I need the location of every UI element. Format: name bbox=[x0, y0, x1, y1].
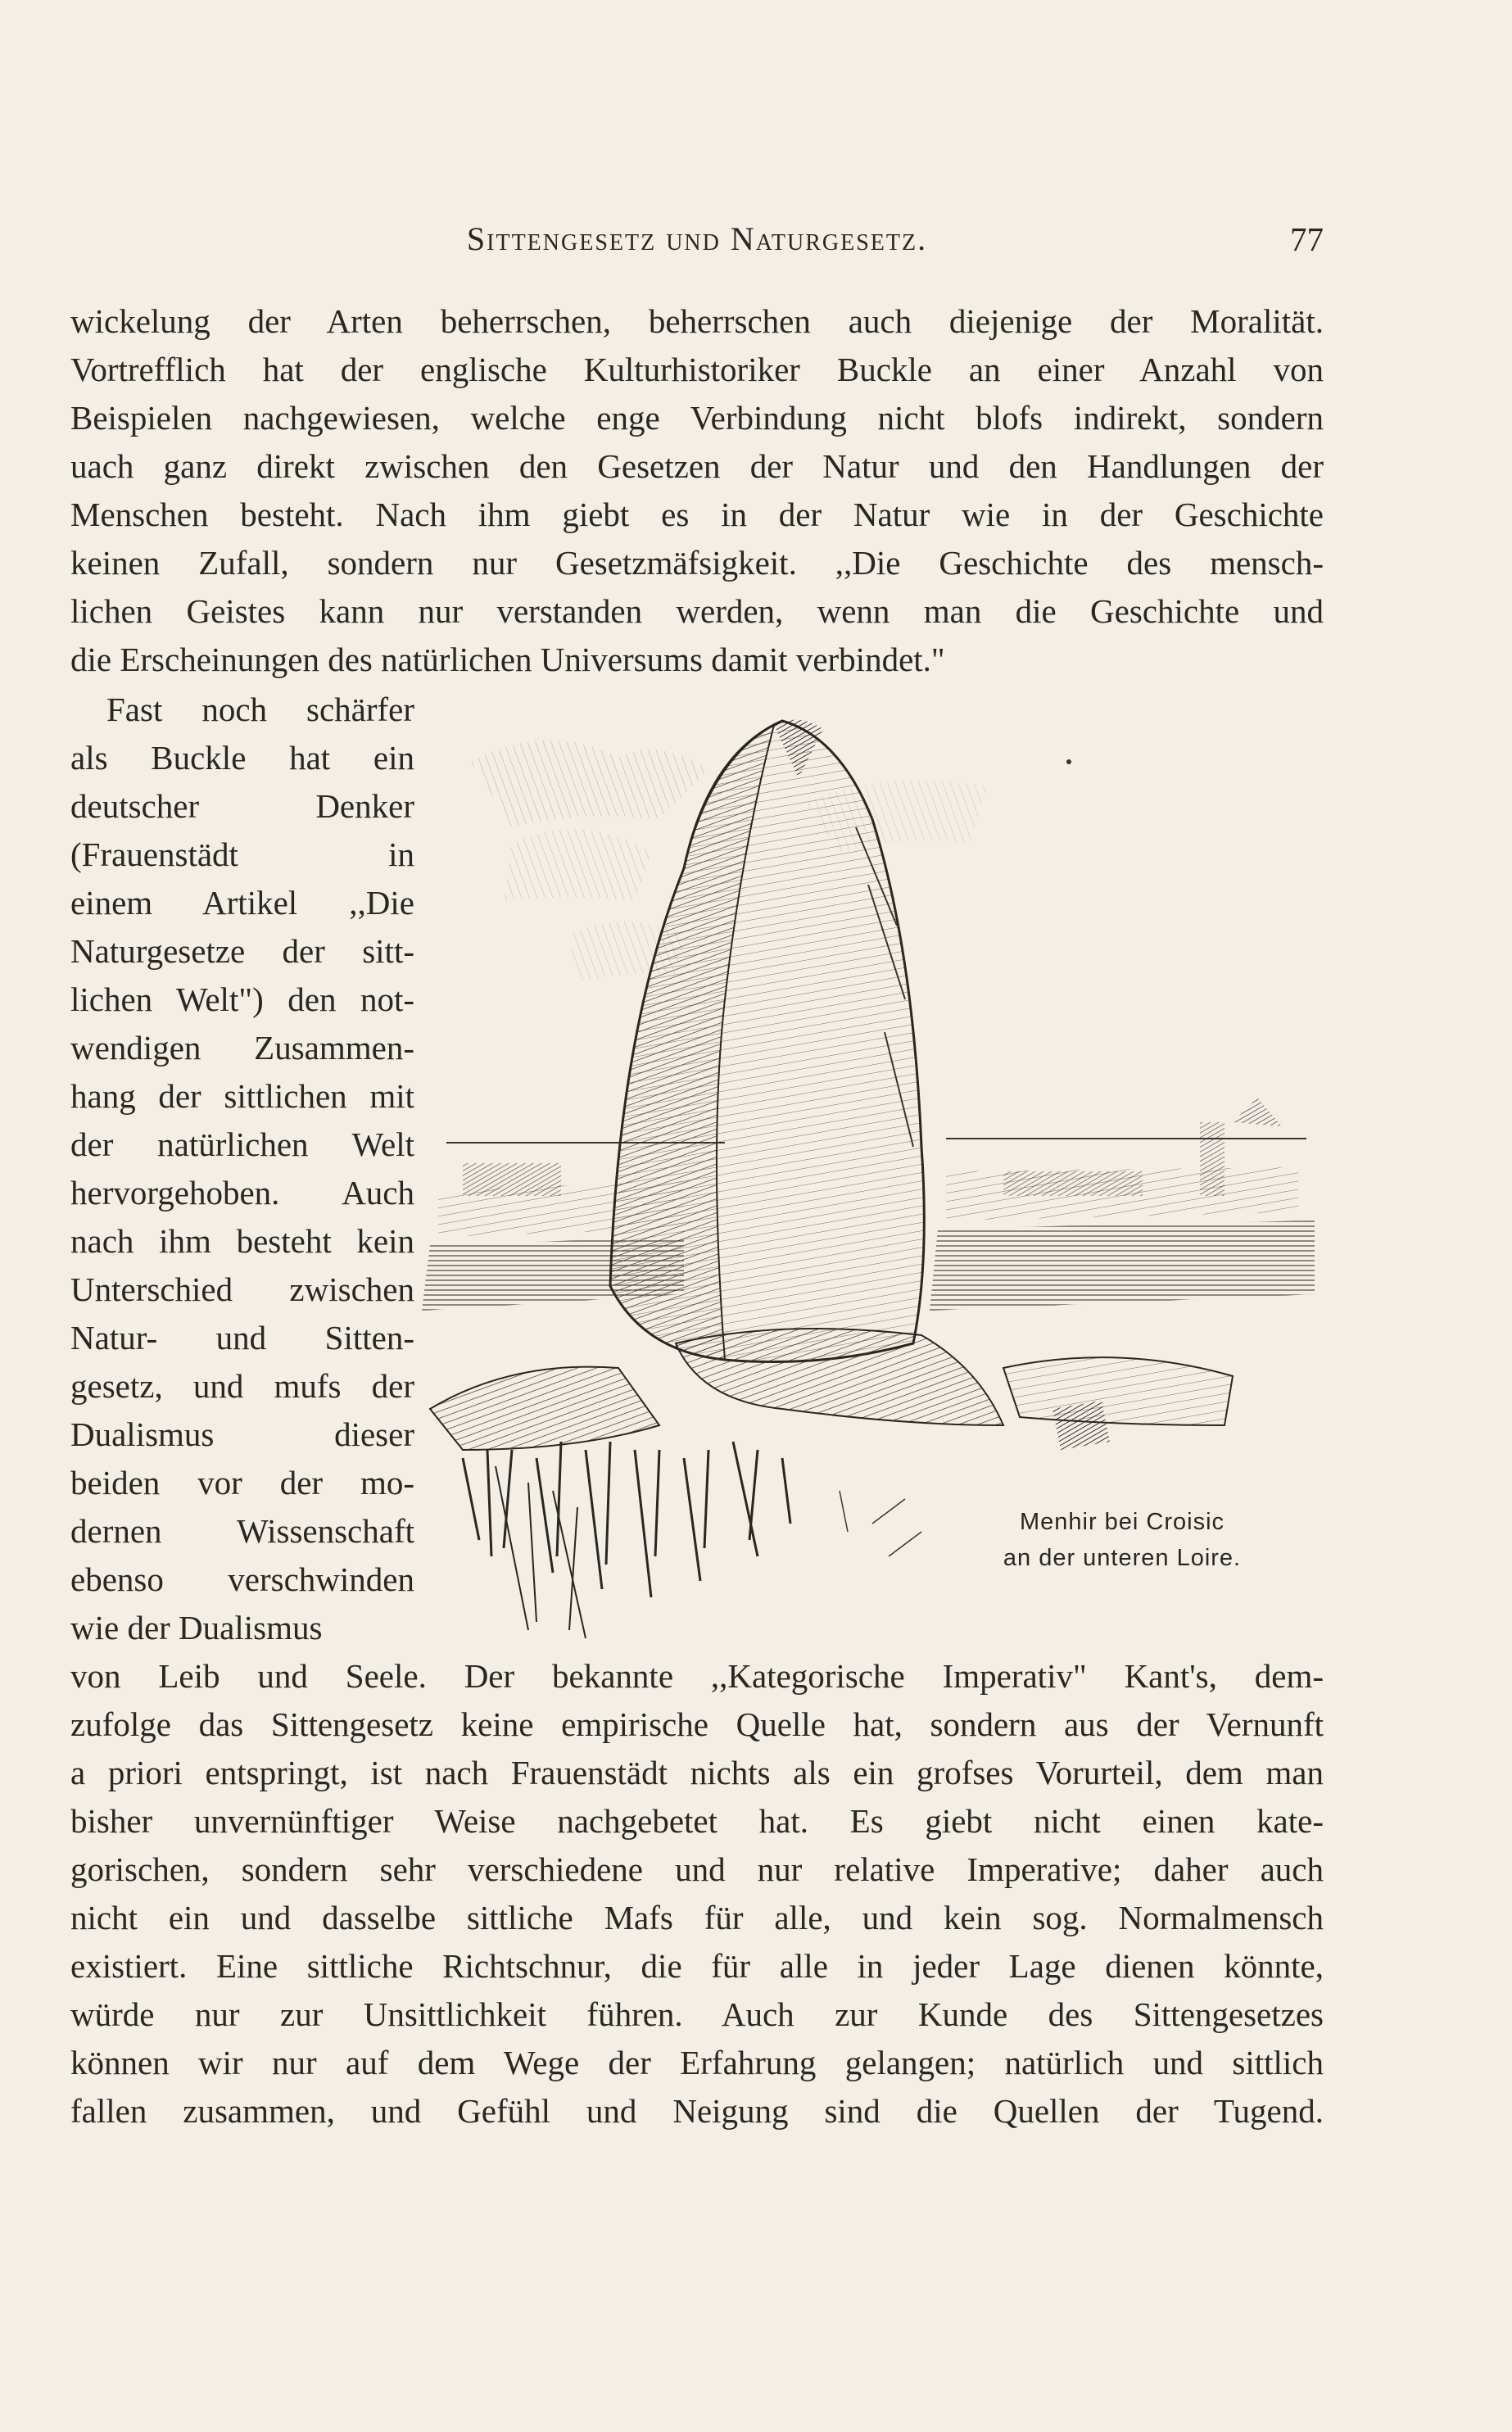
side-text-line: lichen Welt") den not- bbox=[70, 980, 414, 1018]
side-text-line: Unterschied zwischen bbox=[70, 1270, 414, 1308]
text-line: nicht ein und dasselbe sittliche Mafs für alle, und kein sog. Normalmensch bbox=[70, 1899, 1324, 1936]
side-text-line: Fast noch schärfer bbox=[106, 691, 414, 728]
text-line: würde nur zur Unsittlichkeit führen. Auch zur Kunde des Sittengesetzes bbox=[70, 1995, 1324, 2033]
side-text-line: Naturgesetze der sitt- bbox=[70, 932, 414, 970]
side-text-line: dernen Wissenschaft bbox=[70, 1512, 414, 1550]
text-line: Beispielen nachgewiesen, welche enge Verbindung nicht blofs indirekt, sondern bbox=[70, 399, 1324, 437]
side-text-line: (Frauenstädt in bbox=[70, 836, 414, 873]
figure-caption bbox=[950, 1504, 1294, 1576]
side-text-line: einem Artikel ,,Die bbox=[70, 884, 414, 922]
text-line: keinen Zufall, sondern nur Gesetzmäfsigkeit. ,,Die Geschichte des mensch- bbox=[70, 544, 1324, 582]
page-number: 77 bbox=[1290, 220, 1324, 258]
side-text-line: Dualismus dieser bbox=[70, 1415, 414, 1453]
running-title: Sittengesetz und Naturgesetz. bbox=[466, 220, 928, 257]
text-line: zufolge das Sittengesetz keine empirische Quelle hat, sondern aus der Vernunft bbox=[70, 1705, 1324, 1743]
text-line: von Leib und Seele. Der bekannte ,,Kategorische Imperativ" Kant's, dem- bbox=[70, 1657, 1324, 1695]
side-text-line: Natur- und Sitten- bbox=[70, 1319, 414, 1356]
side-text-line: deutscher Denker bbox=[70, 787, 414, 825]
text-line: lichen Geistes kann nur verstanden werden, wenn man die Geschichte und bbox=[70, 592, 1324, 630]
menhir-illustration bbox=[414, 688, 1331, 1646]
side-text-line: gesetz, und mufs der bbox=[70, 1367, 414, 1405]
menhir-engraving bbox=[414, 688, 1331, 1646]
side-text-line: hervorgehoben. Auch bbox=[70, 1174, 414, 1211]
text-line: die Erscheinungen des natürlichen Universums damit verbindet." bbox=[70, 641, 945, 678]
side-text-line: als Buckle hat ein bbox=[70, 739, 414, 777]
side-text-line: hang der sittlichen mit bbox=[70, 1077, 414, 1115]
text-line: wickelung der Arten beherrschen, beherrschen auch diejenige der Moralität. bbox=[70, 302, 1324, 340]
side-text-line: der natürlichen Welt bbox=[70, 1125, 414, 1163]
text-line: Menschen besteht. Nach ihm giebt es in der Natur wie in der Geschichte bbox=[70, 496, 1324, 533]
text-line: uach ganz direkt zwischen den Gesetzen der Natur und den Handlungen der bbox=[70, 447, 1324, 485]
text-line: bisher unvernünftiger Weise nachgebetet hat. Es giebt nicht einen kate- bbox=[70, 1802, 1324, 1840]
side-text-line: nach ihm besteht kein bbox=[70, 1222, 414, 1260]
side-text-line: beiden vor der mo- bbox=[70, 1464, 414, 1501]
text-line: a priori entspringt, ist nach Frauenstädt nichts als ein grofses Vorurteil, dem man bbox=[70, 1754, 1324, 1791]
text-line: können wir nur auf dem Wege der Erfahrung gelangen; natürlich und sittlich bbox=[70, 2044, 1324, 2081]
side-text-line: wie der Dualismus bbox=[70, 1609, 323, 1646]
side-text-line: wendigen Zusammen- bbox=[70, 1029, 414, 1067]
side-text-line: ebenso verschwinden bbox=[70, 1560, 414, 1598]
text-line: Vortrefflich hat der englische Kulturhistoriker Buckle an einer Anzahl von bbox=[70, 351, 1324, 388]
caption-line: Menhir bei Croisic bbox=[1019, 1509, 1225, 1535]
running-head bbox=[70, 220, 1324, 265]
text-line: existiert. Eine sittliche Richtschnur, die für alle in jeder Lage dienen könnte, bbox=[70, 1947, 1324, 1985]
text-line: gorischen, sondern sehr verschiedene und nur relative Imperative; daher auch bbox=[70, 1850, 1324, 1888]
caption-line: an der unteren Loire. bbox=[1003, 1545, 1242, 1571]
text-line: fallen zusammen, und Gefühl und Neigung sind die Quellen der Tugend. bbox=[70, 2092, 1324, 2130]
